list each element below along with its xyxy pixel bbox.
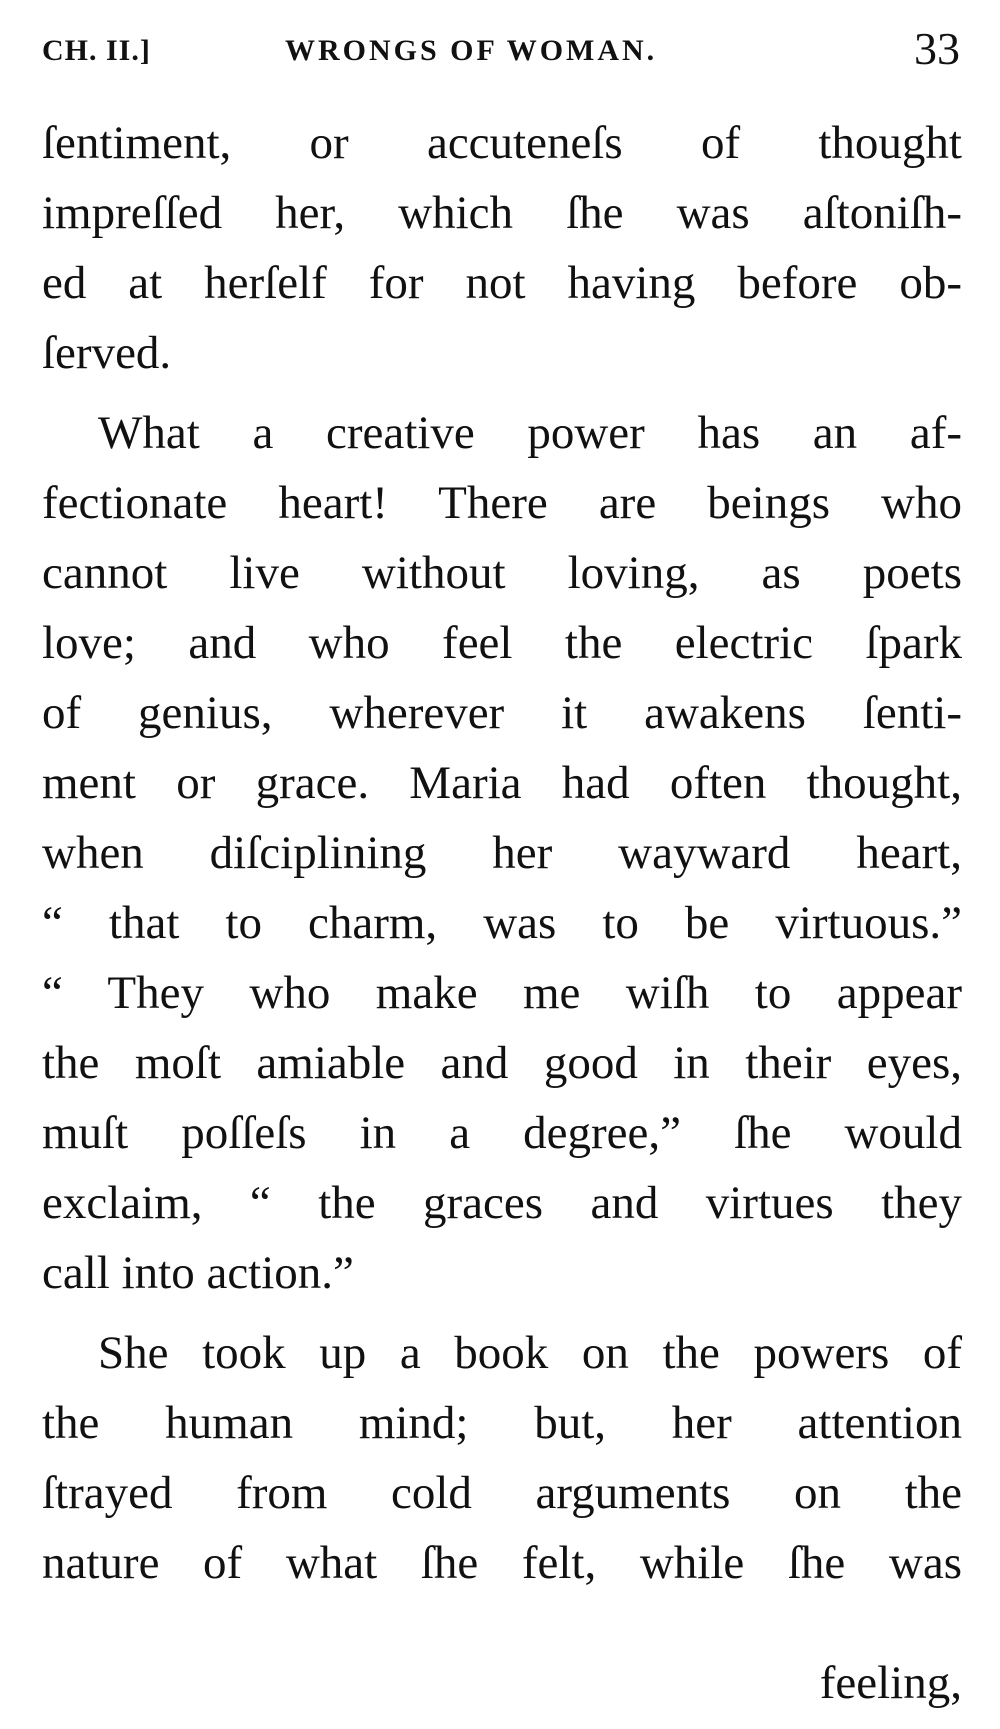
text-line: ſerved.: [42, 327, 172, 379]
text-line: nature of what ſhe felt, while ſhe was: [42, 1537, 962, 1589]
text-line: ed at herſelf for not having before ob-: [42, 257, 962, 309]
text-line: “ They who make me wiſh to appear: [42, 967, 962, 1019]
catchword: feeling,: [819, 1657, 962, 1709]
paragraph-first-line: What a creative power has an af-: [98, 407, 962, 459]
text-line: exclaim, “ the graces and virtues they: [42, 1177, 962, 1229]
running-head: [42, 22, 962, 82]
text-line: ſtrayed from cold arguments on the: [42, 1467, 962, 1519]
text-line: fectionate heart! There are beings who: [42, 477, 962, 529]
text-line: the human mind; but, her attention: [42, 1397, 962, 1449]
chapter-label: CH. II.]: [42, 34, 151, 67]
text-line: call into action.”: [42, 1247, 354, 1299]
text-line: the moſt amiable and good in their eyes,: [42, 1037, 962, 1089]
text-line: when diſciplining her wayward heart,: [42, 827, 962, 879]
page-number: 33: [914, 23, 960, 74]
paragraph-first-line: She took up a book on the powers of: [98, 1327, 962, 1379]
text-line: love; and who feel the electric ſpark: [42, 617, 962, 669]
text-line: “ that to charm, was to be virtuous.”: [42, 897, 962, 949]
text-line: cannot live without loving, as poets: [42, 547, 962, 599]
running-title: WRONGS OF WOMAN.: [285, 34, 658, 67]
text-line: ment or grace. Maria had often thought,: [42, 757, 962, 809]
text-line: muſt poſſeſs in a degree,” ſhe would: [42, 1107, 962, 1159]
text-line: impreſſed her, which ſhe was aſtoniſh-: [42, 187, 962, 239]
text-line: of genius, wherever it awakens ſenti-: [42, 687, 962, 739]
text-line: ſentiment, or accuteneſs of thought: [42, 117, 962, 169]
